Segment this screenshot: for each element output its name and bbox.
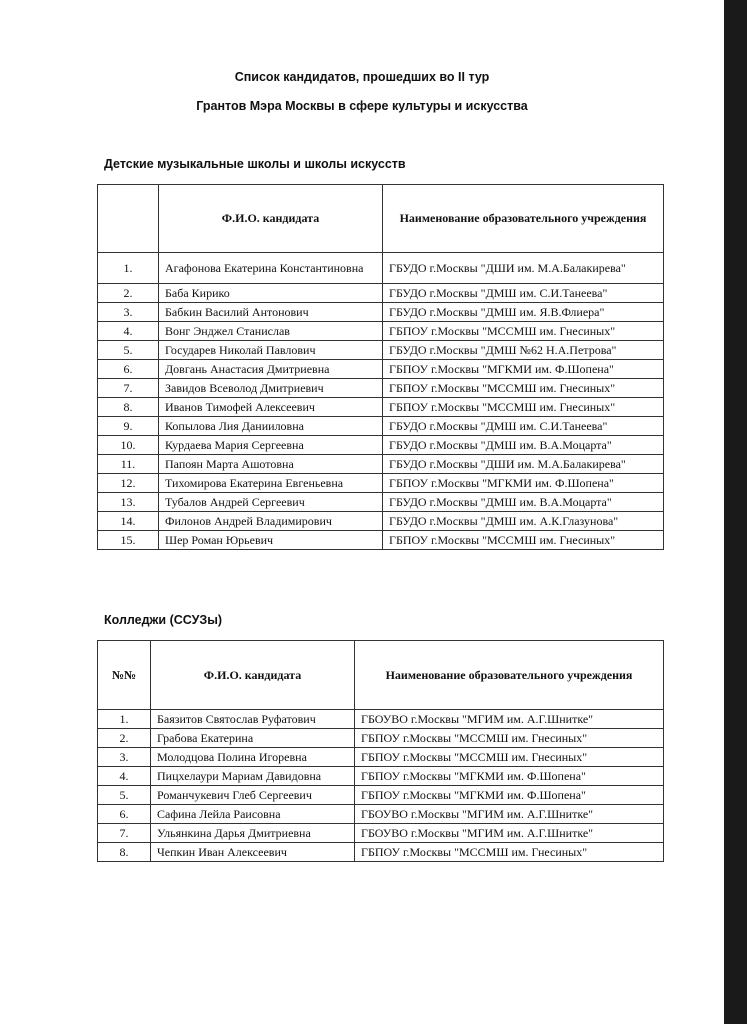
school-name: ГБПОУ г.Москвы "МГКМИ им. Ф.Шопена" <box>355 767 664 786</box>
candidate-name: Тубалов Андрей Сергеевич <box>159 493 383 512</box>
row-number: 4. <box>98 767 151 786</box>
school-name: ГБПОУ г.Москвы "МГКМИ им. Ф.Шопена" <box>383 474 664 493</box>
school-name: ГБУДО г.Москвы "ДМШ им. В.А.Моцарта" <box>383 493 664 512</box>
school-name: ГБОУВО г.Москвы "МГИМ им. А.Г.Шнитке" <box>355 824 664 843</box>
row-number: 6. <box>98 805 151 824</box>
table-row <box>98 436 664 455</box>
section2-title: Колледжи (ССУЗы) <box>104 613 223 627</box>
row-number: 8. <box>98 398 159 417</box>
school-name: ГБПОУ г.Москвы "МССМШ им. Гнесиных" <box>383 398 664 417</box>
table-row <box>98 531 664 550</box>
row-number: 6. <box>98 360 159 379</box>
row-number: 14. <box>98 512 159 531</box>
school-name: ГБПОУ г.Москвы "МССМШ им. Гнесиных" <box>383 531 664 550</box>
table-row <box>98 512 664 531</box>
table-row <box>98 748 664 767</box>
table-row <box>98 303 664 322</box>
school-name: ГБУДО г.Москвы "ДМШ им. Я.В.Флиера" <box>383 303 664 322</box>
candidate-name: Бабкин Василий Антонович <box>159 303 383 322</box>
candidate-name: Завидов Всеволод Дмитриевич <box>159 379 383 398</box>
candidate-name: Пицхелаури Мариам Давидовна <box>151 767 355 786</box>
table-header-row <box>98 185 664 253</box>
candidate-name: Довгань Анастасия Дмитриевна <box>159 360 383 379</box>
row-number: 3. <box>98 303 159 322</box>
colleges-table <box>97 640 664 862</box>
table-row <box>98 729 664 748</box>
candidate-name: Баязитов Святослав Руфатович <box>151 710 355 729</box>
table-row <box>98 824 664 843</box>
table-row <box>98 417 664 436</box>
candidate-name: Филонов Андрей Владимирович <box>159 512 383 531</box>
school-name: ГБУДО г.Москвы "ДМШ им. В.А.Моцарта" <box>383 436 664 455</box>
column-header-school: Наименование образовательного учреждения <box>355 641 664 710</box>
document-title-line1: Список кандидатов, прошедших во II тур <box>234 70 490 84</box>
table-row <box>98 843 664 862</box>
row-number: 5. <box>98 786 151 805</box>
table-header-row <box>98 641 664 710</box>
candidate-name: Государев Николай Павлович <box>159 341 383 360</box>
column-header-name: Ф.И.О. кандидата <box>159 185 383 253</box>
candidate-name: Иванов Тимофей Алексеевич <box>159 398 383 417</box>
row-number: 15. <box>98 531 159 550</box>
row-number: 9. <box>98 417 159 436</box>
row-number: 3. <box>98 748 151 767</box>
candidate-name: Чепкин Иван Алексеевич <box>151 843 355 862</box>
row-number: 1. <box>98 253 159 284</box>
school-name: ГБУДО г.Москвы "ДШИ им. М.А.Балакирева" <box>383 455 664 474</box>
table-row <box>98 360 664 379</box>
table-row <box>98 710 664 729</box>
school-name: ГБПОУ г.Москвы "МССМШ им. Гнесиных" <box>383 379 664 398</box>
table-row <box>98 786 664 805</box>
school-name: ГБПОУ г.Москвы "МССМШ им. Гнесиных" <box>355 729 664 748</box>
column-header-school: Наименование образовательного учреждения <box>383 185 664 253</box>
candidate-name: Баба Кирико <box>159 284 383 303</box>
table-row <box>98 474 664 493</box>
row-number: 8. <box>98 843 151 862</box>
row-number: 2. <box>98 284 159 303</box>
school-name: ГБПОУ г.Москвы "МГКМИ им. Ф.Шопена" <box>383 360 664 379</box>
candidate-name: Копылова Лия Данииловна <box>159 417 383 436</box>
candidate-name: Папоян Марта Ашотовна <box>159 455 383 474</box>
row-number: 13. <box>98 493 159 512</box>
table-row <box>98 455 664 474</box>
table-row <box>98 322 664 341</box>
column-header-number: №№ <box>98 641 151 710</box>
column-header-name: Ф.И.О. кандидата <box>151 641 355 710</box>
candidate-name: Вонг Энджел Станислав <box>159 322 383 341</box>
school-name: ГБУДО г.Москвы "ДШИ им. М.А.Балакирева" <box>383 253 664 284</box>
section1-title: Детские музыкальные школы и школы искусств <box>104 157 406 171</box>
school-name: ГБУДО г.Москвы "ДМШ им. С.И.Танеева" <box>383 284 664 303</box>
school-name: ГБПОУ г.Москвы "МГКМИ им. Ф.Шопена" <box>355 786 664 805</box>
row-number: 4. <box>98 322 159 341</box>
table-row <box>98 341 664 360</box>
table-row <box>98 284 664 303</box>
row-number: 12. <box>98 474 159 493</box>
document-title-line2: Грантов Мэра Москвы в сфере культуры и искусства <box>196 99 528 113</box>
row-number: 11. <box>98 455 159 474</box>
candidate-name: Тихомирова Екатерина Евгеньевна <box>159 474 383 493</box>
row-number: 10. <box>98 436 159 455</box>
row-number: 1. <box>98 710 151 729</box>
candidate-name: Агафонова Екатерина Константиновна <box>159 253 383 284</box>
table-row <box>98 493 664 512</box>
table-row <box>98 805 664 824</box>
school-name: ГБУДО г.Москвы "ДМШ им. А.К.Глазунова" <box>383 512 664 531</box>
candidate-name: Романчукевич Глеб Сергеевич <box>151 786 355 805</box>
row-number: 7. <box>98 824 151 843</box>
table-row <box>98 767 664 786</box>
candidate-name: Сафина Лейла Раисовна <box>151 805 355 824</box>
candidate-name: Молодцова Полина Игоревна <box>151 748 355 767</box>
candidate-name: Ульянкина Дарья Дмитриевна <box>151 824 355 843</box>
row-number: 7. <box>98 379 159 398</box>
music-schools-table <box>97 184 664 550</box>
school-name: ГБОУВО г.Москвы "МГИМ им. А.Г.Шнитке" <box>355 805 664 824</box>
table-row <box>98 379 664 398</box>
school-name: ГБОУВО г.Москвы "МГИМ им. А.Г.Шнитке" <box>355 710 664 729</box>
school-name: ГБПОУ г.Москвы "МССМШ им. Гнесиных" <box>355 748 664 767</box>
row-number: 5. <box>98 341 159 360</box>
column-header-number <box>98 185 159 253</box>
school-name: ГБУДО г.Москвы "ДМШ им. С.И.Танеева" <box>383 417 664 436</box>
school-name: ГБПОУ г.Москвы "МССМШ им. Гнесиных" <box>383 322 664 341</box>
school-name: ГБУДО г.Москвы "ДМШ №62 Н.А.Петрова" <box>383 341 664 360</box>
candidate-name: Шер Роман Юрьевич <box>159 531 383 550</box>
table-row <box>98 398 664 417</box>
candidate-name: Грабова Екатерина <box>151 729 355 748</box>
school-name: ГБПОУ г.Москвы "МССМШ им. Гнесиных" <box>355 843 664 862</box>
table-row <box>98 253 664 284</box>
candidate-name: Курдаева Мария Сергеевна <box>159 436 383 455</box>
row-number: 2. <box>98 729 151 748</box>
